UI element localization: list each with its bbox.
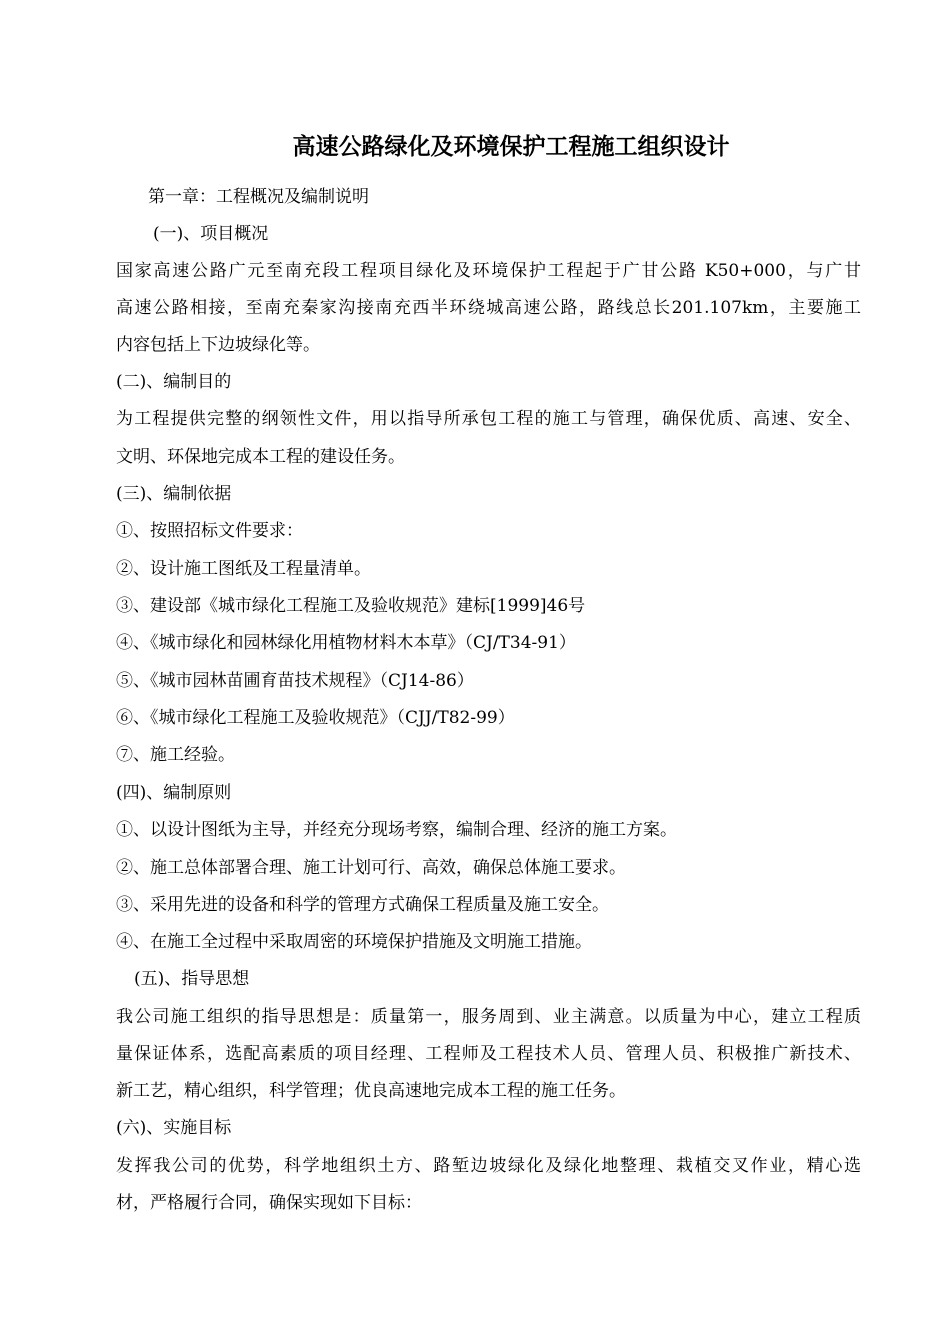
section-2-paragraph-line-1: 为工程提供完整的纲领性文件，用以指导所承包工程的施工与管理，确保优质、高速、安全、 bbox=[116, 409, 861, 429]
section-1-paragraph-line-3: 内容包括上下边坡绿化等。 bbox=[116, 335, 320, 355]
section-3-item: ③、建设部《城市绿化工程施工及验收规范》建标[1999]46号 bbox=[116, 596, 586, 616]
section-4-item: ②、施工总体部署合理、施工计划可行、高效，确保总体施工要求。 bbox=[116, 858, 626, 878]
section-3-item: ⑥、《城市绿化工程施工及验收规范》（CJJ/T82-99） bbox=[116, 708, 515, 728]
section-2-paragraph-line-2: 文明、环保地完成本工程的建设任务。 bbox=[116, 447, 405, 467]
section-3-item: ⑤、《城市园林苗圃育苗技术规程》（CJ14-86） bbox=[116, 671, 474, 691]
section-4-item: ③、采用先进的设备和科学的管理方式确保工程质量及施工安全。 bbox=[116, 895, 609, 915]
section-5-paragraph-line-2: 量保证体系，选配高素质的项目经理、工程师及工程技术人员、管理人员、积极推广新技术、 bbox=[116, 1044, 861, 1064]
section-2-heading: (二)、编制目的 bbox=[116, 372, 232, 392]
document-title: 高速公路绿化及环境保护工程施工组织设计 bbox=[292, 134, 730, 160]
section-3-item: ④、《城市绿化和园林绿化用植物材料木本草》（CJ/T34-91） bbox=[116, 633, 576, 653]
section-6-paragraph-line-1: 发挥我公司的优势，科学地组织土方、路堑边坡绿化及绿化地整理、栽植交叉作业，精心选 bbox=[116, 1156, 861, 1176]
section-3-heading: (三)、编制依据 bbox=[116, 484, 232, 504]
chapter-heading: 第一章：工程概况及编制说明 bbox=[148, 187, 369, 207]
section-1-paragraph-line-2: 高速公路相接，至南充秦家沟接南充西半环绕城高速公路，路线总长201.107km，主要施工 bbox=[116, 298, 861, 318]
section-4-item: ④、在施工全过程中采取周密的环境保护措施及文明施工措施。 bbox=[116, 932, 592, 952]
section-5-paragraph-line-3: 新工艺，精心组织，科学管理；优良高速地完成本工程的施工任务。 bbox=[116, 1081, 626, 1101]
section-5-heading: (五)、指导思想 bbox=[134, 969, 250, 989]
section-1-paragraph-line-1: 国家高速公路广元至南充段工程项目绿化及环境保护工程起于广甘公路 K50+000，与广甘 bbox=[116, 261, 861, 281]
section-4-item: ①、以设计图纸为主导，并经充分现场考察，编制合理、经济的施工方案。 bbox=[116, 820, 677, 840]
section-4-heading: (四)、编制原则 bbox=[116, 783, 232, 803]
section-5-paragraph-line-1: 我公司施工组织的指导思想是：质量第一，服务周到、业主满意。以质量为中心，建立工程质 bbox=[116, 1007, 861, 1027]
section-1-heading: (一)、项目概况 bbox=[153, 224, 269, 244]
section-3-item: ②、设计施工图纸及工程量清单。 bbox=[116, 559, 371, 579]
section-6-heading: (六)、实施目标 bbox=[116, 1118, 232, 1138]
section-6-paragraph-line-2: 材，严格履行合同，确保实现如下目标： bbox=[116, 1193, 422, 1213]
section-3-item: ①、按照招标文件要求： bbox=[116, 521, 303, 541]
section-3-item: ⑦、施工经验。 bbox=[116, 745, 235, 765]
